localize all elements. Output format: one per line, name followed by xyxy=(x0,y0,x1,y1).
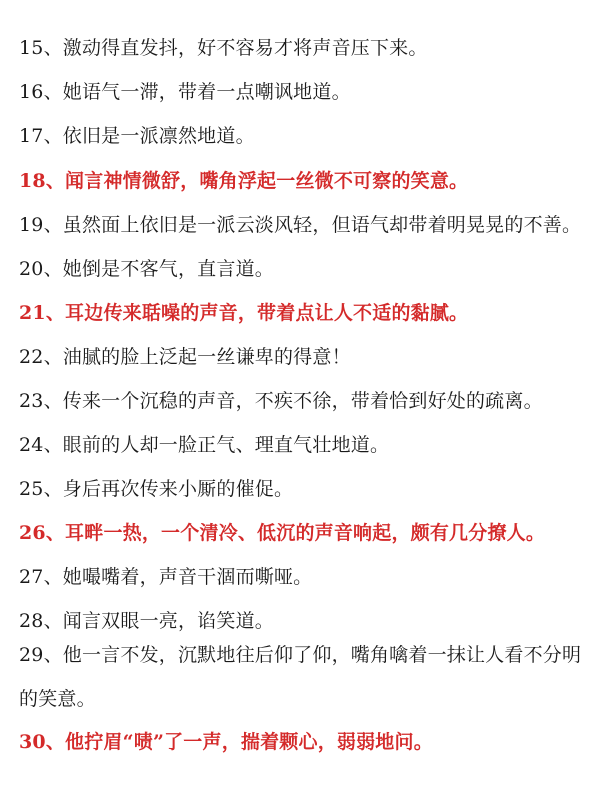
text-line-30: 30、他拧眉“啧”了一声，揣着颗心，弱弱地问。 xyxy=(19,731,433,753)
text-line-29: 29、他一言不发，沉默地往后仰了仰，嘴角噙着一抹让人看不分明的笑意。 xyxy=(19,644,582,710)
text-line-24: 24、眼前的人却一脸正气、理直气壮地道。 xyxy=(19,434,390,456)
text-line-19: 19、虽然面上依旧是一派云淡风轻，但语气却带着明晃晃的不善。 xyxy=(19,214,582,236)
text-line-21: 21、耳边传来聒噪的声音，带着点让人不适的黏腻。 xyxy=(19,302,469,324)
text-line-15: 15、激动得直发抖，好不容易才将声音压下来。 xyxy=(19,37,428,59)
text-line-25: 25、身后再次传来小厮的催促。 xyxy=(19,478,294,500)
text-line-23: 23、传来一个沉稳的声音，不疾不徐，带着恰到好处的疏离。 xyxy=(19,390,543,412)
text-line-28: 28、闻言双眼一亮，谄笑道。 xyxy=(19,610,274,632)
text-line-17: 17、依旧是一派凛然地道。 xyxy=(19,125,255,147)
text-line-16: 16、她语气一滞，带着一点嘲讽地道。 xyxy=(19,81,351,103)
text-line-27: 27、她嘬嘴着，声音干涸而嘶哑。 xyxy=(19,566,313,588)
text-line-20: 20、她倒是不客气，直言道。 xyxy=(19,258,274,280)
text-line-18: 18、闻言神情微舒，嘴角浮起一丝微不可察的笑意。 xyxy=(19,170,469,192)
text-line-26: 26、耳畔一热，一个清冷、低沉的声音响起，颇有几分撩人。 xyxy=(19,522,546,544)
text-line-22: 22、油腻的脸上泛起一丝谦卑的得意！ xyxy=(19,346,351,368)
